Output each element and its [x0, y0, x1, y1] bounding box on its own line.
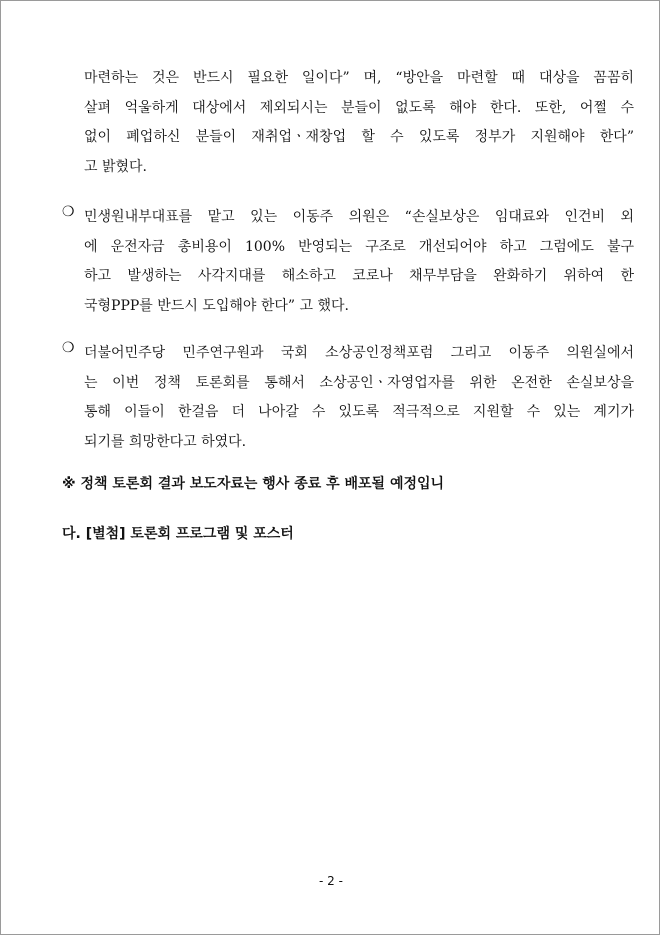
paragraph-line: 하고 발생하는 사각지대를 해소하고 코로나 채무부담을 완화하기 위하여 한	[84, 268, 634, 284]
paragraph-line: 에 운전자금 총비용이 100% 반영되는 구조로 개선되어야 하고 그럼에도 불구	[84, 238, 634, 255]
page-number: - 2 -	[319, 874, 343, 888]
press-release-notice: ※ 정책 토론회 결과 보도자료는 행사 종료 후 배포될 예정입니	[62, 476, 445, 492]
attachment-note: 다. [별첨] 토론회 프로그램 및 포스터	[62, 526, 294, 542]
paragraph-line: 는 이번 정책 토론회를 통해서 소상공인ㆍ자영업자를 위한 온전한 손실보상을	[84, 374, 634, 391]
bullet-paragraph-organizers	[62, 339, 634, 457]
paragraph-continuation	[62, 64, 634, 182]
paragraph-line: 민생원내부대표를 맡고 있는 이동주 의원은 “손실보상은 임대료와 인건비 외	[84, 209, 634, 225]
circle-bullet-icon: ❍	[62, 340, 75, 356]
paragraph-line: 통해 이들이 한걸음 더 나아갈 수 있도록 적극적으로 지원할 수 있는 계기가	[84, 404, 634, 420]
paragraph-line: 없이 폐업하신 분들이 재취업ㆍ재창업 할 수 있도록 정부가 지원해야 한다”	[84, 129, 634, 145]
paragraph-line: 되기를 희망한다고 하였다.	[84, 433, 247, 450]
paragraph-line: 살펴 억울하게 대상에서 제외되시는 분들이 없도록 해야 한다. 또한, 어쩔 수	[84, 99, 634, 116]
circle-bullet-icon: ❍	[62, 204, 75, 220]
paragraph-line: 국형PPP를 반드시 도입해야 한다” 고 했다.	[84, 297, 349, 314]
paragraph-line: 고 밝혔다.	[84, 158, 147, 175]
bullet-paragraph-lee-dongju	[62, 203, 634, 321]
paragraph-line: 마련하는 것은 반드시 필요한 일이다” 며, “방안을 마련할 때 대상을 꼼꼼히	[84, 70, 634, 86]
paragraph-line: 더불어민주당 민주연구원과 국회 소상공인정책포럼 그리고 이동주 의원실에서	[84, 345, 634, 361]
